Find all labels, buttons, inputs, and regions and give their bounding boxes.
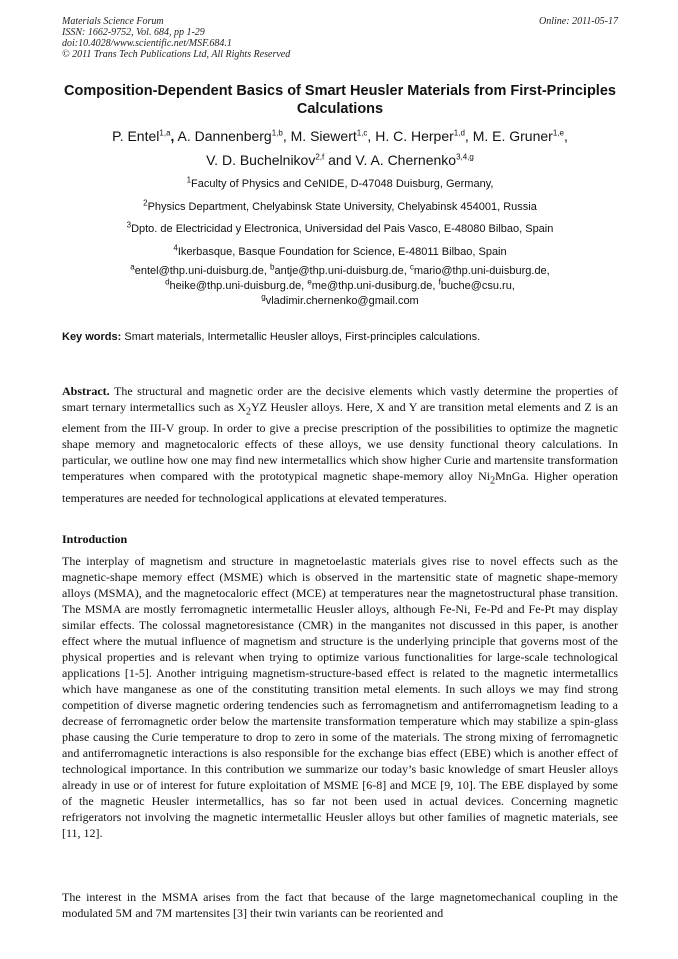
email-sup: b: [270, 262, 275, 272]
abstract-label: Abstract.: [62, 384, 110, 398]
keywords-label: Key words:: [62, 331, 122, 343]
author: M. Siewert: [290, 128, 357, 144]
email-list: [62, 264, 618, 309]
email-sup: d: [165, 277, 170, 287]
author: M. E. Gruner: [472, 128, 553, 144]
affiliation-text: Faculty of Physics and CeNIDE, D-47048 Duisburg, Germany,: [191, 178, 494, 190]
affiliation: [62, 177, 618, 191]
author: V. A. Chernenko: [355, 152, 457, 168]
abstract: [62, 383, 618, 506]
author: V. D. Buchelnikov: [206, 152, 316, 168]
affiliation: [62, 245, 618, 259]
issn: ISSN: 1662-9752, Vol. 684, pp 1-29: [62, 27, 205, 38]
subscript: 2: [246, 406, 251, 418]
author-sup: 3,4,g: [456, 152, 474, 162]
email-sup: e: [307, 277, 312, 287]
journal-name: Materials Science Forum: [62, 16, 164, 27]
affiliation-text: Physics Department, Chelyabinsk State University, Chelyabinsk 454001, Russia: [147, 201, 537, 213]
author-list: P. Entel$^{1,a}$, A. Dannenberg$^{1,b}$, M. Siewert$^{1,c}$, H. C. Herper$^{1,d}$, M. E. Gruner$^{1,e}$, V. D. Buchelnikov$^{2,f}$ and V. A. Chernenko$^{3,4,g}$: [112, 128, 568, 168]
email[interactable]: antje@thp.uni-duisburg.de,: [274, 265, 407, 277]
author-sup: 1,e: [552, 128, 564, 138]
abstract-text: YZ Heusler alloys. Here, X and Y are transition metal elements and Z is an element from the III-V group. In order to give a precise prescription of the possibilities to optimize the magnetic shape memory and magnetocaloric effects of these alloys, we use density functional theory calculations. In particular, we outline how one may find new intermetallics which show higher Curie and martensite transformation temperatures when compared with the prototypical magnetic shape-memory alloy Ni: [62, 400, 619, 484]
affiliation-text: Ikerbasque, Basque Foundation for Science, E-48011 Bilbao, Spain: [177, 246, 507, 258]
email[interactable]: entel@thp.uni-duisburg.de,: [134, 265, 267, 277]
section-heading-introduction: Introduction: [62, 532, 128, 546]
affiliation-sup: 2: [143, 198, 148, 208]
author-sup: 1,d: [453, 128, 465, 138]
affiliation-sup: 1: [186, 175, 192, 185]
affiliation-sup: 4: [173, 243, 178, 253]
keywords: [62, 330, 618, 344]
author-sup: 1,b: [271, 128, 283, 138]
copyright: © 2011 Trans Tech Publications Ltd, All Rights Reserved: [62, 49, 291, 60]
affiliation: [62, 200, 618, 214]
author-sup: 2,f: [315, 152, 325, 162]
paper-title: Composition-Dependent Basics of Smart Heusler Materials from First-Principles Calculations: [64, 83, 616, 117]
doi: doi:10.4028/www.scientific.net/MSF.684.1: [62, 38, 232, 49]
keywords-text: Smart materials, Intermetallic Heusler alloys, First-principles calculations.: [124, 331, 481, 343]
author: P. Entel: [112, 128, 160, 144]
email[interactable]: mario@thp.uni-duisburg.de,: [413, 265, 550, 277]
author-sup: 1,a: [159, 128, 171, 138]
online-date: Online: 2011-05-17: [539, 16, 618, 27]
affiliation-text: Dpto. de Electricidad y Electronica, Universidad del Pais Vasco, E-48080 Bilbao, Spain: [131, 223, 554, 235]
affiliation-sup: 3: [126, 220, 132, 230]
subscript: 2: [490, 475, 496, 487]
introduction-paragraph: The interplay of magnetism and structure in magnetoelastic materials gives rise to novel effects such as the magnetic-shape memory effect (MSME) which is observed in the martensitic state of magnetic shape-memory alloys (MSMA), and the magnetocaloric effect (MCE) at temperatures near the magnetostructural phase transition. The MSMA are mostly ferromagnetic intermetallic Heusler alloys, although Fe-Ni, Fe-Pd and Fe-Pt may display similar effects. The colossal magnetoresistance (CMR) in the manganites not discussed in this paper, is another effect where the mutual influence of magnetism and structure is the underlying principle that governs most of the physical properties and is relevant when trying to optimize various functionalities for large-scale technological applications [1-5]. Another intriguing magnetism-structure-based effect is related to the magnetic intermetallics which have manganese as one of the constituting transition metal elements. In such alloys we may find strong competition of diverse magnetic ordering tendencies such as ferromagnetism and antiferromagnetism leading to a decrease of ferromagnetic order below the martensite transformation temperature which may stabilize a spin-glass phase causing the Curie temperature to drop to zero in some of the materials. The strong mixing of ferromagnetic and antiferromagnetic interactions is also responsible for the exchange bias effect (EBE) which is another effect of technological importance. In this contribution we summarize our today’s basic knowledge of smart Heusler alloys already in use or of interest for future exploitation of MSME [6-8] and MCE [9, 10]. The EBE displayed by some of the magnetic Heusler intermetallics, has so far not been used in actual devices. Concerning magnetic refrigerators not involving the magnetic intermetallic Heusler alloys but other families of magnetic materials, see [11, 12].: [62, 554, 618, 840]
author: A. Dannenberg: [177, 128, 272, 144]
abstract-text: MnGa. Higher operation temperatures are needed for technological applications at elevated temperatures.: [62, 469, 618, 505]
email-sup: a: [130, 262, 135, 272]
author-sup: 1,c: [356, 128, 368, 138]
journal-header: [62, 16, 618, 60]
author: H. C. Herper: [375, 128, 454, 144]
authors-and: and: [328, 152, 352, 168]
affiliation: [62, 222, 618, 236]
email-sup: g: [261, 292, 266, 302]
introduction-paragraph: The interest in the MSMA arises from the fact that because of the large magnetomechanical coupling in the modulated 5M and 7M martensites [3] their twin variants can be reoriented and: [62, 890, 618, 920]
abstract-text: The structural and magnetic order are the decisive elements which vastly determine the properties of smart ternary intermetallics such as X: [62, 384, 618, 414]
email-sup: f: [438, 277, 441, 287]
email-sup: c: [409, 262, 414, 272]
email[interactable]: me@thp.uni-dusiburg.de,: [311, 280, 436, 292]
email[interactable]: heike@thp.uni-duisburg.de,: [169, 280, 305, 292]
email[interactable]: vladimir.chernenko@gmail.com: [265, 295, 419, 307]
email[interactable]: buche@csu.ru,: [440, 280, 515, 292]
